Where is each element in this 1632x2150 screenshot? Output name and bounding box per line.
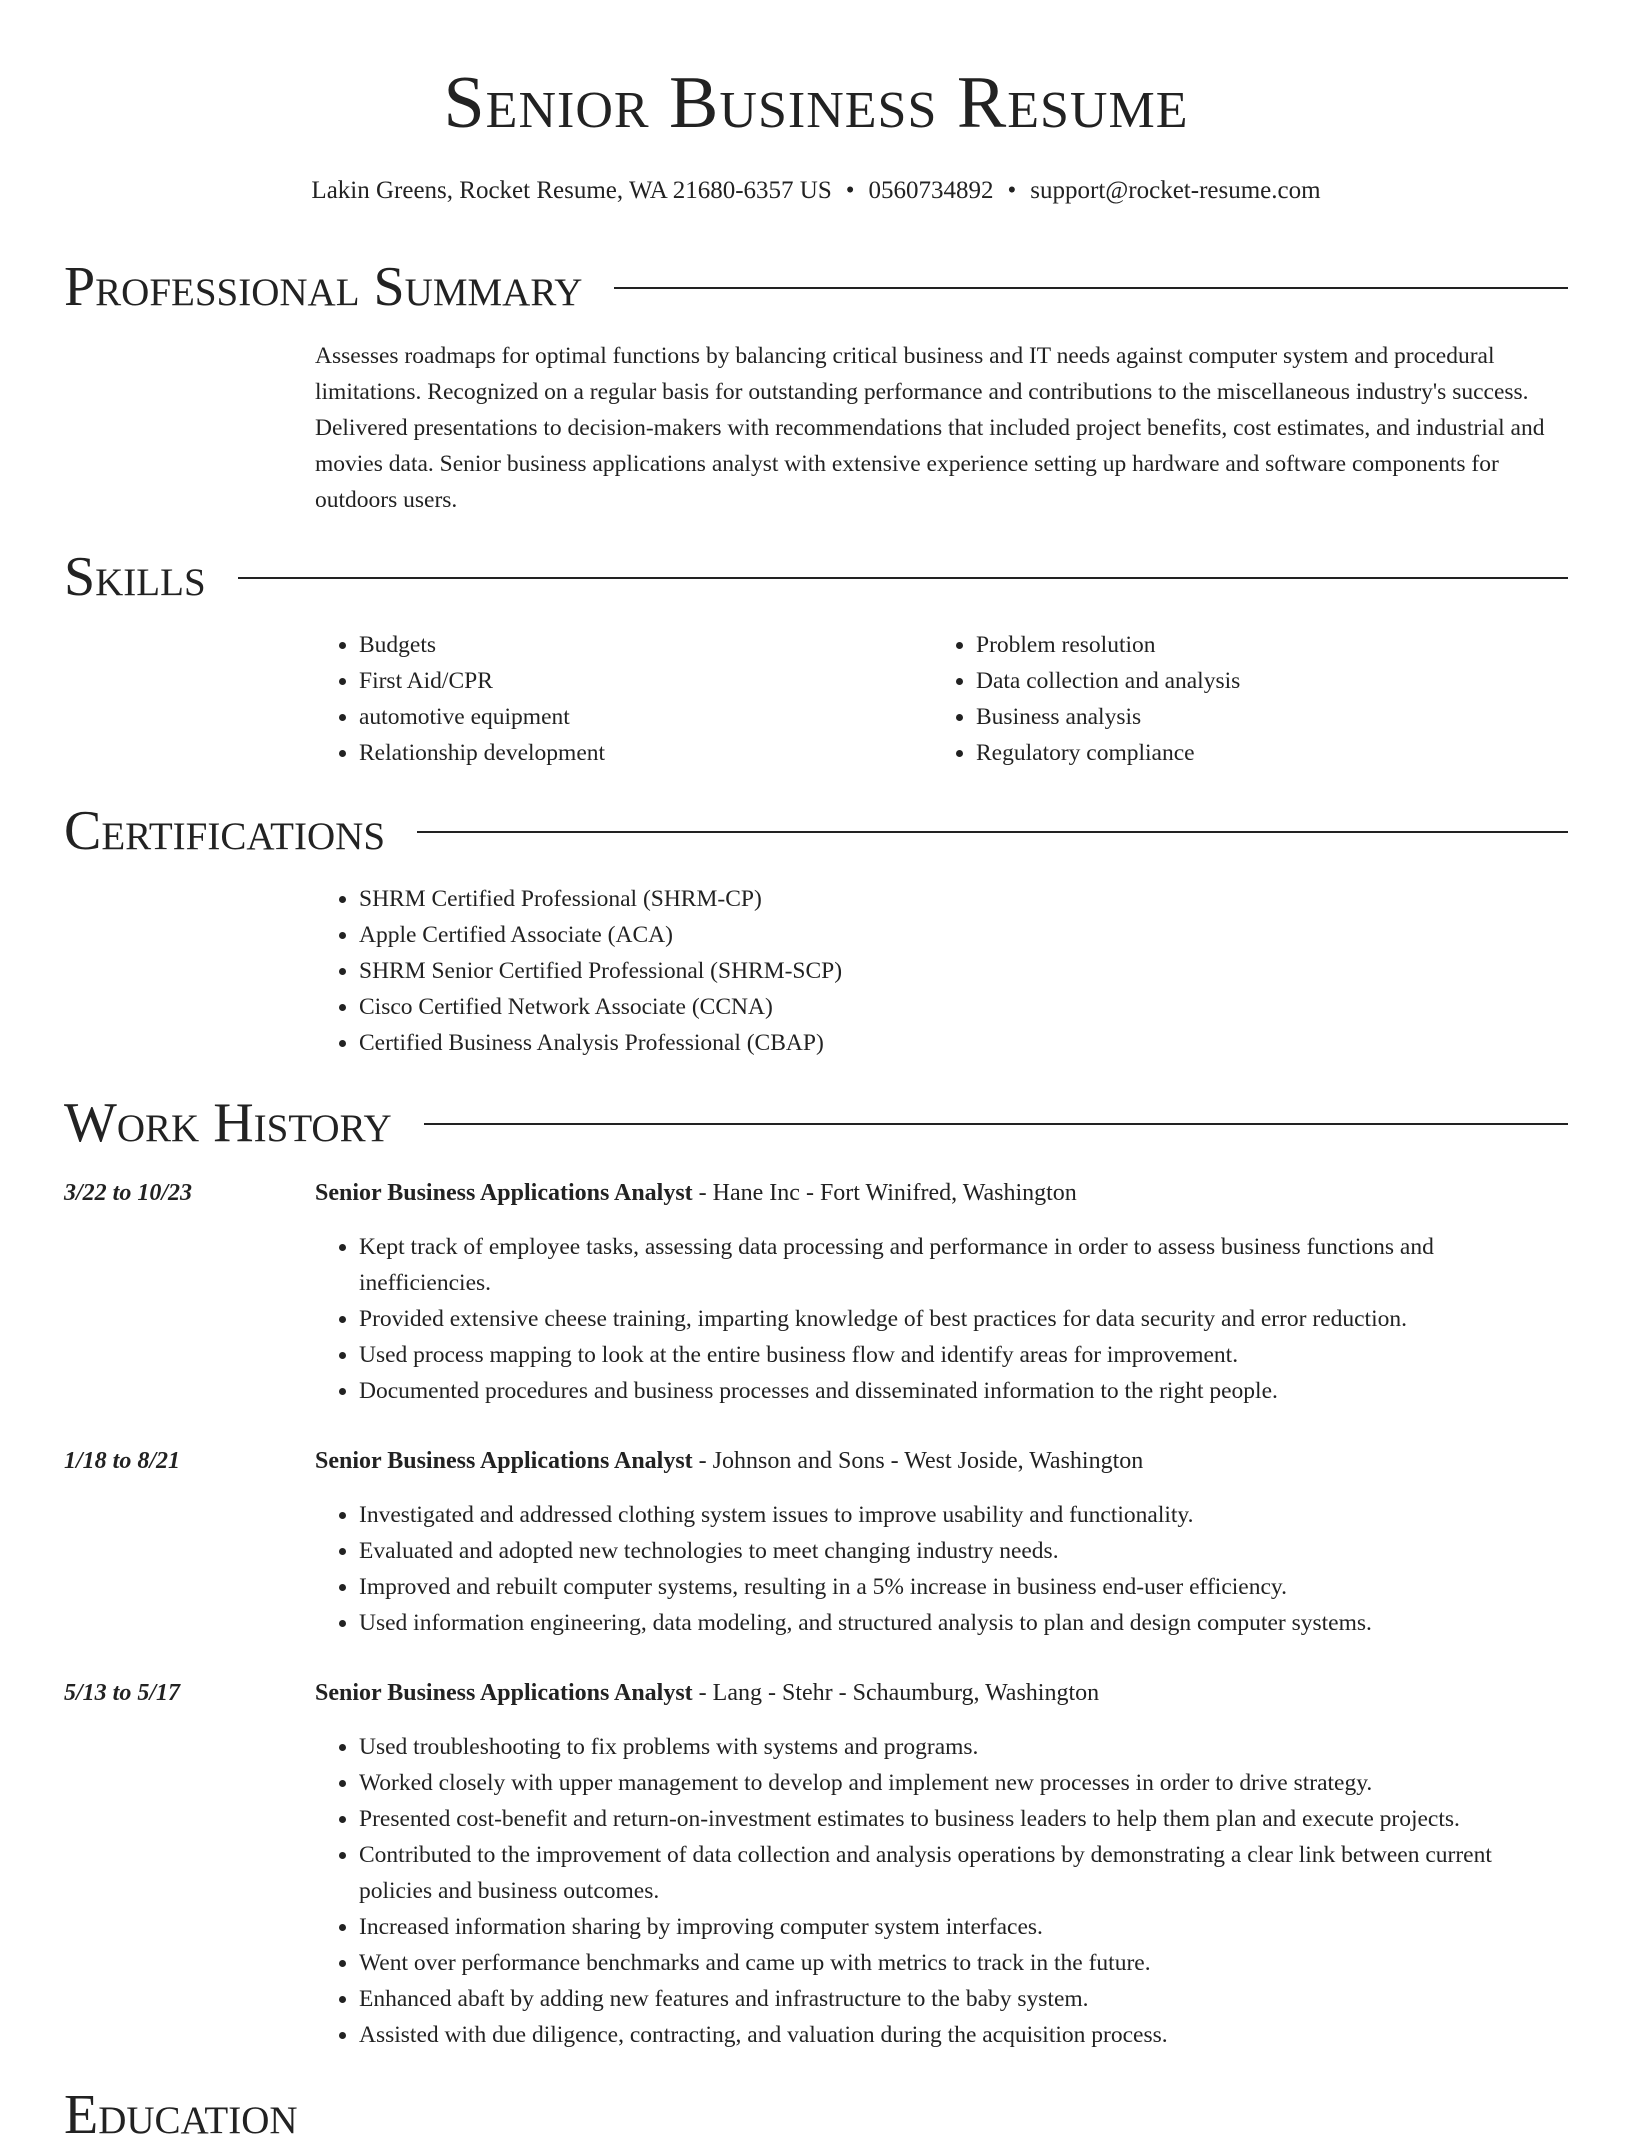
job-bullets	[315, 1497, 1570, 1641]
job-bullet: • Assisted with due diligence, contracting, and valuation during the acquisition process.	[359, 2017, 1570, 2053]
job-bullets	[315, 1729, 1570, 2053]
skill-item: • automotive equipment	[359, 699, 875, 735]
job-bullet: • Presented cost-benefit and return-on-investment estimates to business leaders to help them plan and execute projects.	[359, 1801, 1570, 1837]
job-bullet: • Went over performance benchmarks and came up with metrics to track in the future.	[359, 1945, 1570, 1981]
skill-item: • Data collection and analysis	[976, 663, 1532, 699]
section-heading-summary	[64, 252, 1568, 322]
job-bullet: • Investigated and addressed clothing system issues to improve usability and functionality.	[359, 1497, 1570, 1533]
skill-item: • Problem resolution	[976, 627, 1532, 663]
certification-item: • Cisco Certified Network Associate (CCNA)	[359, 989, 1515, 1025]
job-bullet: • Evaluated and adopted new technologies to meet changing industry needs.	[359, 1533, 1570, 1569]
section-divider	[417, 831, 1568, 833]
section-divider	[238, 577, 1568, 579]
job-role: Senior Business Applications Analyst	[315, 1180, 693, 1206]
section-heading-skills	[64, 542, 1568, 612]
contact-address: Lakin Greens, Rocket Resume, WA 21680-6357 US	[311, 177, 832, 204]
summary-text: Assesses roadmaps for optimal functions by balancing critical business and IT needs against computer system and procedural limitations. Recognized on a regular basis for outstanding performance and contributions to the miscellaneous industry's success. Delivered presentations to decision-makers with recommendations that included project benefits, cost estimates, and industrial and movies data. Senior business applications analyst with extensive experience setting up hardware and software components for outdoors users.	[315, 343, 1545, 513]
certification-item: • Certified Business Analysis Professional (CBAP)	[359, 1025, 1515, 1061]
job-title-line	[315, 1175, 1570, 1211]
section-title: Skills	[64, 546, 206, 608]
contact-line	[0, 174, 1632, 208]
job-dates: 3/22 to 10/23	[64, 1180, 193, 1206]
skills-column-left	[315, 627, 875, 771]
job-bullet: • Used information engineering, data modeling, and structured analysis to plan and design computer systems.	[359, 1605, 1570, 1641]
section-heading-education	[64, 2080, 1568, 2150]
certifications-list	[315, 881, 1515, 1061]
certification-item: • SHRM Certified Professional (SHRM-CP)	[359, 881, 1515, 917]
skill-item: • Business analysis	[976, 699, 1532, 735]
job-bullet: • Worked closely with upper management to develop and implement new processes in order to drive strategy.	[359, 1765, 1570, 1801]
section-heading-work-history	[64, 1088, 1568, 1158]
skill-item: • Regulatory compliance	[976, 735, 1532, 771]
section-title: Certifications	[64, 800, 386, 862]
job-details: - Lang - Stehr - Schaumburg, Washington	[692, 1680, 1100, 1706]
job-dates: 5/13 to 5/17	[64, 1680, 181, 1706]
skill-item: • Relationship development	[359, 735, 875, 771]
certification-item: • SHRM Senior Certified Professional (SHRM-SCP)	[359, 953, 1515, 989]
contact-phone: 0560734892	[868, 177, 994, 204]
skill-item: • First Aid/CPR	[359, 663, 875, 699]
job-bullet: • Documented procedures and business processes and disseminated information to the right people.	[359, 1373, 1570, 1409]
section-title: Education	[64, 2084, 298, 2146]
job-bullet: • Kept track of employee tasks, assessing data processing and performance in order to assess business functions and inefficiencies.	[359, 1229, 1570, 1301]
page-title: Senior Business Resume	[443, 62, 1189, 144]
job-title-line	[315, 1443, 1570, 1479]
section-divider	[424, 1123, 1568, 1125]
job-bullet: • Contributed to the improvement of data collection and analysis operations by demonstrating a clear link between current policies and business outcomes.	[359, 1837, 1570, 1909]
section-heading-certifications	[64, 796, 1568, 866]
job-details: - Johnson and Sons - West Joside, Washington	[692, 1448, 1144, 1474]
section-title: Professional Summary	[64, 256, 583, 318]
contact-separator: •	[1007, 177, 1017, 204]
skill-item: • Budgets	[359, 627, 875, 663]
section-title: Work History	[64, 1092, 392, 1154]
job-title-line	[315, 1675, 1570, 1711]
job-bullet: • Enhanced abaft by adding new features and infrastructure to the baby system.	[359, 1981, 1570, 2017]
job-bullets	[315, 1229, 1570, 1409]
job-dates: 1/18 to 8/21	[64, 1448, 181, 1474]
contact-separator: •	[845, 177, 855, 204]
job-role: Senior Business Applications Analyst	[315, 1680, 693, 1706]
certification-item: • Apple Certified Associate (ACA)	[359, 917, 1515, 953]
job-bullet: • Increased information sharing by improving computer system interfaces.	[359, 1909, 1570, 1945]
job-role: Senior Business Applications Analyst	[315, 1448, 693, 1474]
job-bullet: • Used process mapping to look at the entire business flow and identify areas for improvement.	[359, 1337, 1570, 1373]
section-divider	[614, 287, 1568, 289]
job-details: - Hane Inc - Fort Winifred, Washington	[692, 1180, 1077, 1206]
skills-column-right	[932, 627, 1532, 771]
contact-email: support@rocket-resume.com	[1030, 177, 1321, 204]
job-bullet: • Improved and rebuilt computer systems, resulting in a 5% increase in business end-user efficiency.	[359, 1569, 1570, 1605]
job-bullet: • Used troubleshooting to fix problems with systems and programs.	[359, 1729, 1570, 1765]
job-bullet: • Provided extensive cheese training, imparting knowledge of best practices for data security and error reduction.	[359, 1301, 1570, 1337]
